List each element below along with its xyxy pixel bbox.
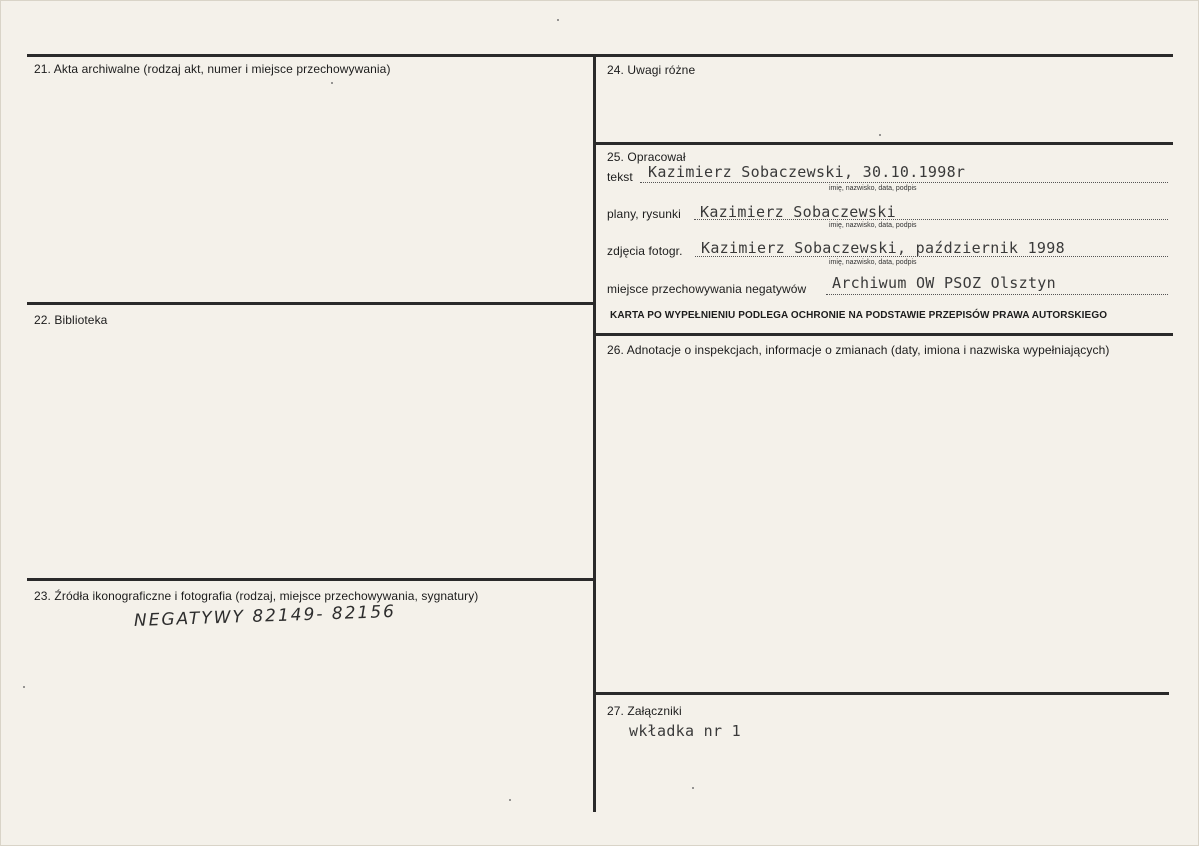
paper-speck [692, 787, 694, 789]
section-26-label: 26. Adnotacje o inspekcjach, informacje o zmianach (daty, imiona i nazwiska wypełniających) [607, 343, 1110, 357]
rule-25-26 [596, 333, 1173, 336]
section-24-label: 24. Uwagi różne [607, 63, 696, 77]
section-25-label: 25. Opracował [607, 150, 686, 164]
negatywy-value: Archiwum OW PSOZ Olsztyn [832, 274, 1056, 292]
paper-speck [879, 134, 881, 136]
plany-caption: imię, nazwisko, data, podpis [829, 222, 917, 229]
zdjecia-label: zdjęcia fotogr. [607, 244, 683, 258]
column-divider [593, 54, 596, 812]
section-23-handwritten-note: NEGATYWY 82149- 82156 [133, 601, 397, 631]
rule-22-23 [27, 578, 596, 581]
tekst-value: Kazimierz Sobaczewski, 30.10.1998r [648, 163, 966, 181]
negatywy-label: miejsce przechowywania negatywów [607, 282, 807, 296]
paper-speck [509, 799, 511, 801]
paper-speck [23, 686, 25, 688]
zdjecia-caption: imię, nazwisko, data, podpis [829, 259, 917, 266]
tekst-dotted-line [640, 182, 1168, 183]
section-21-label: 21. Akta archiwalne (rodzaj akt, numer i miejsce przechowywania) [34, 62, 391, 76]
top-rule [27, 54, 1173, 57]
plany-value: Kazimierz Sobaczewski [700, 203, 896, 221]
section-22-label: 22. Biblioteka [34, 313, 108, 327]
tekst-caption: imię, nazwisko, data, podpis [829, 185, 917, 192]
tekst-label: tekst [607, 170, 633, 184]
rule-26-27 [596, 692, 1169, 695]
section-27-value: wkładka nr 1 [629, 722, 741, 740]
copyright-note: KARTA PO WYPEŁNIENIU PODLEGA OCHRONIE NA PODSTAWIE PRZEPISÓW PRAWA AUTORSKIEGO [610, 310, 1108, 321]
section-23-label: 23. Źródła ikonograficzne i fotografia (rodzaj, miejsce przechowywania, sygnatury) [34, 589, 479, 603]
rule-21-22 [27, 302, 596, 305]
zdjecia-value: Kazimierz Sobaczewski, październik 1998 [701, 239, 1065, 257]
section-27-label: 27. Załączniki [607, 704, 682, 718]
rule-24-25 [596, 142, 1173, 145]
paper-speck [557, 19, 559, 21]
plany-label: plany, rysunki [607, 207, 681, 221]
paper-speck [331, 82, 333, 84]
negatywy-dotted-line [826, 294, 1168, 295]
